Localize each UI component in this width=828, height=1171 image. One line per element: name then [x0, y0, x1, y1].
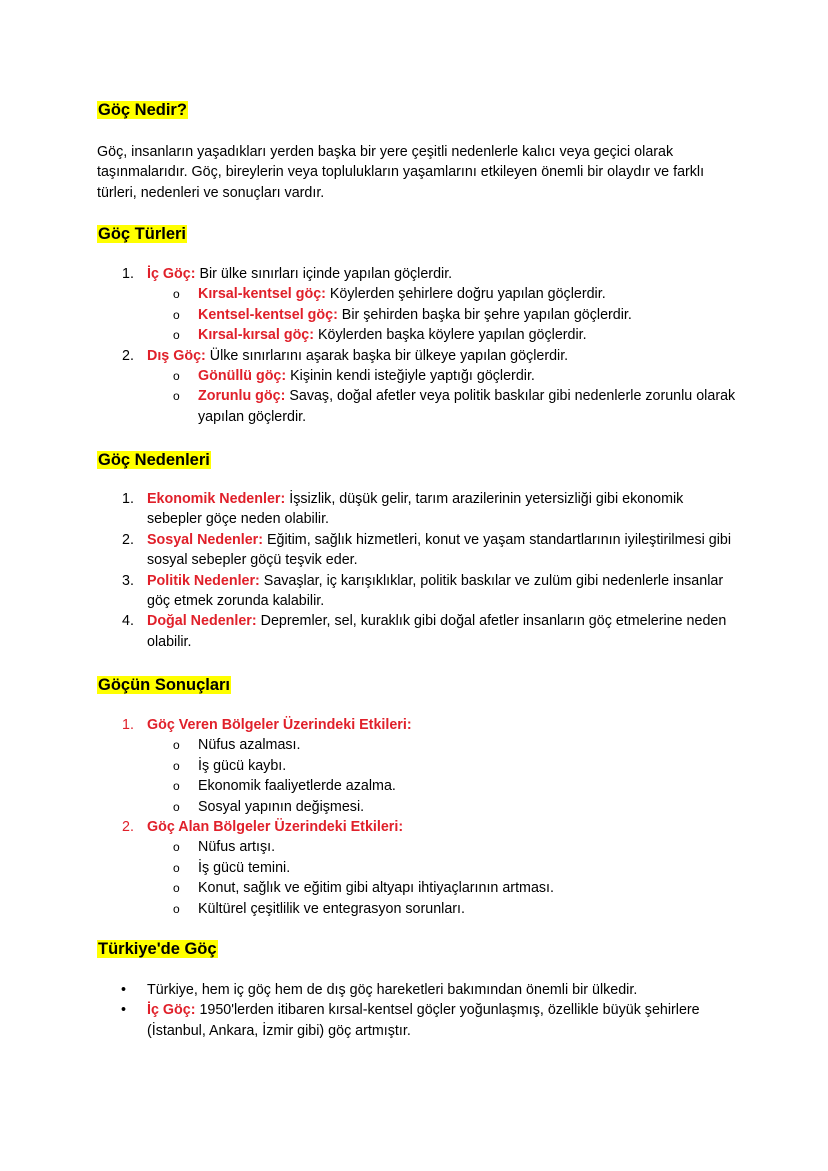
- heading-types: Göç Türleri: [98, 225, 187, 243]
- heading-reasons: Göç Nedenleri: [98, 451, 210, 469]
- list-subitem: o Kültürel çeşitlilik ve entegrasyon sorunları.: [173, 900, 465, 917]
- heading-what: Göç Nedir?: [98, 101, 187, 119]
- list-subitem: o Sosyal yapının değişmesi.: [173, 798, 365, 815]
- list-subitem: o Konut, sağlık ve eğitim gibi altyapı ihtiyaçlarının artması.: [173, 880, 554, 897]
- paragraph-what: Göç, insanların yaşadıkları yerden başka bir yere çeşitli nedenlerle kalıcı veya geçici olarak taşınmalarıdır. Göç, bireylerin veya toplulukların yaşamlarını etkileyen önemli bir olaydır ve farklı türleri, nedenleri ve sonuçları vardır.: [97, 144, 705, 201]
- results-list: [97, 715, 737, 919]
- list-subitem: o Ekonomik faaliyetlerde azalma.: [173, 778, 396, 795]
- turkey-list: [97, 980, 737, 1041]
- list-item: 1. Ekonomik Nedenler: İşsizlik, düşük gelir, tarım arazilerinin yetersizliği gibi ekonomik sebepler göçe neden olabilir.: [122, 491, 684, 528]
- list-item: 3. Politik Nedenler: Savaşlar, iç karışıklıklar, politik baskılar ve zulüm gibi nedenlerle insanlar göç etmek zorunda kalabilir.: [122, 572, 724, 610]
- list-subitem: o Kentsel-kentsel göç: Bir şehirden başka bir şehre yapılan göçlerdir.: [173, 306, 632, 323]
- list-subitem: o Kırsal-kırsal göç: Köylerden başka köylere yapılan göçlerdir.: [173, 327, 587, 344]
- heading-turkey: Türkiye'de Göç: [98, 940, 217, 958]
- list-item: • Türkiye, hem iç göç hem de dış göç hareketleri bakımından önemli bir ülkedir.: [121, 982, 638, 998]
- list-item: 1. İç Göç: Bir ülke sınırları içinde yapılan göçlerdir.: [122, 266, 453, 282]
- list-item: 1. Göç Veren Bölgeler Üzerindeki Etkileri:: [122, 717, 412, 733]
- list-subitem: o İş gücü temini.: [173, 859, 291, 876]
- list-item: 2. Sosyal Nedenler: Eğitim, sağlık hizmetleri, konut ve yaşam standartlarının iyileştirilmesi gibi sosyal sebepler göçü teşvik eder.: [122, 531, 732, 569]
- list-item: 2. Göç Alan Bölgeler Üzerindeki Etkileri:: [122, 819, 404, 836]
- list-subitem: o Nüfus azalması.: [173, 737, 301, 754]
- list-item: 4. Doğal Nedenler: Depremler, sel, kuraklık gibi doğal afetler insanların göç etmelerine neden olabilir.: [122, 613, 727, 650]
- types-list: [97, 264, 737, 427]
- reasons-list: [97, 489, 737, 652]
- list-item: • İç Göç: 1950'lerden itibaren kırsal-kentsel göçler yoğunlaşmış, özellikle büyük şehirlere (İstanbul, Ankara, İzmir gibi) göç artmıştır.: [121, 1002, 700, 1039]
- heading-results: Göçün Sonuçları: [98, 676, 231, 694]
- list-subitem: o Kırsal-kentsel göç: Köylerden şehirlere doğru yapılan göçlerdir.: [173, 286, 606, 303]
- list-subitem: o Gönüllü göç: Kişinin kendi isteğiyle yaptığı göçlerdir.: [173, 368, 535, 385]
- list-item: 2. Dış Göç: Ülke sınırlarını aşarak başka bir ülkeye yapılan göçlerdir.: [122, 347, 569, 364]
- list-subitem: o İş gücü kaybı.: [173, 757, 287, 774]
- list-subitem: o Zorunlu göç: Savaş, doğal afetler veya politik baskılar gibi nedenlerle zorunlu olarak yapılan göçlerdir.: [173, 388, 736, 425]
- list-subitem: o Nüfus artışı.: [173, 839, 276, 856]
